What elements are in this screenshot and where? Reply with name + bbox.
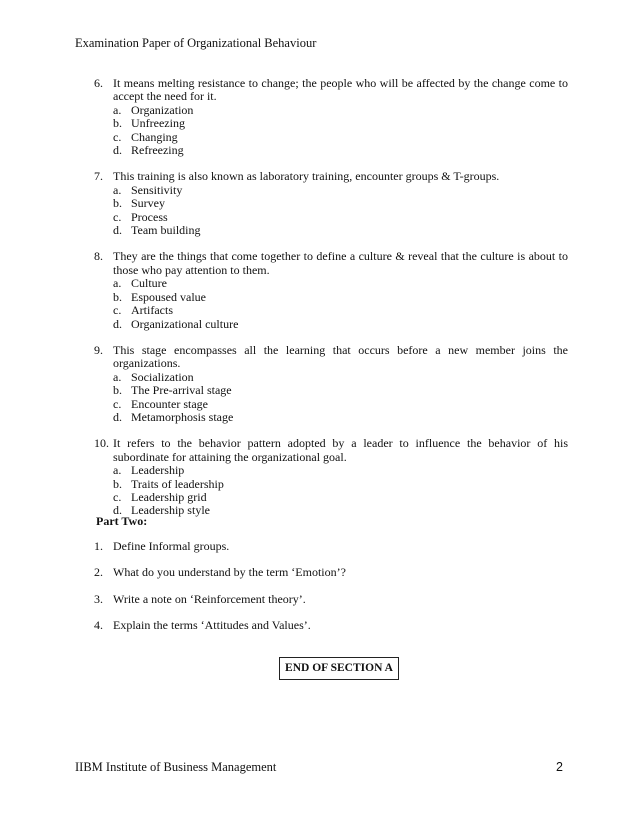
footer-page-number: 2 bbox=[556, 760, 563, 774]
option-text: Espoused value bbox=[131, 289, 206, 304]
question-6 bbox=[94, 77, 568, 157]
question-number: 6. bbox=[94, 76, 103, 90]
option-text: Organizational culture bbox=[131, 316, 239, 331]
option-text: Traits of leadership bbox=[131, 476, 224, 491]
option-text: Culture bbox=[131, 276, 167, 291]
option-text: Organization bbox=[131, 102, 194, 117]
question-text: This training is also known as laboratory training, encounter groups & T-groups. bbox=[113, 169, 500, 184]
option-letter: d. bbox=[113, 143, 122, 158]
option-text: Survey bbox=[131, 196, 165, 211]
option-text: Team building bbox=[131, 223, 201, 238]
question-9 bbox=[94, 344, 568, 424]
option-letter: b. bbox=[113, 289, 122, 304]
question-number: 10. bbox=[94, 436, 109, 451]
option-a bbox=[94, 104, 568, 117]
question-stem bbox=[94, 437, 568, 464]
option-list bbox=[94, 371, 568, 425]
option-d bbox=[94, 318, 568, 331]
option-letter: a. bbox=[113, 182, 122, 197]
option-list bbox=[94, 104, 568, 158]
option-letter: b. bbox=[113, 116, 122, 131]
option-c bbox=[94, 398, 568, 411]
option-d bbox=[94, 144, 568, 157]
option-d bbox=[94, 411, 568, 424]
question-8 bbox=[94, 250, 568, 330]
option-b bbox=[94, 291, 568, 304]
item-text: Write a note on ‘Reinforcement theory’. bbox=[113, 591, 306, 606]
option-letter: b. bbox=[113, 196, 122, 211]
item-number: 4. bbox=[94, 618, 103, 633]
option-c bbox=[94, 131, 568, 144]
option-text: Leadership grid bbox=[131, 489, 207, 504]
question-7 bbox=[94, 170, 568, 237]
option-b bbox=[94, 197, 568, 210]
question-number: 8. bbox=[94, 249, 103, 264]
option-list bbox=[94, 184, 568, 238]
option-letter: d. bbox=[113, 503, 122, 518]
option-letter: c. bbox=[113, 489, 122, 504]
option-letter: a. bbox=[113, 102, 122, 117]
option-b bbox=[94, 478, 568, 491]
option-letter: b. bbox=[113, 383, 122, 398]
option-letter: c. bbox=[113, 209, 122, 224]
part-two-item bbox=[94, 566, 346, 592]
option-text: Artifacts bbox=[131, 303, 173, 318]
end-of-section-box: END OF SECTION A bbox=[279, 657, 399, 680]
option-text: Sensitivity bbox=[131, 182, 183, 197]
option-c bbox=[94, 491, 568, 504]
option-text: Leadership bbox=[131, 463, 185, 478]
part-two-list bbox=[94, 540, 346, 646]
option-c bbox=[94, 304, 568, 317]
question-stem bbox=[94, 344, 568, 371]
option-letter: c. bbox=[113, 396, 122, 411]
option-text: Metamorphosis stage bbox=[131, 409, 234, 424]
option-letter: c. bbox=[113, 303, 122, 318]
question-number: 9. bbox=[94, 342, 103, 357]
option-b bbox=[94, 117, 568, 130]
item-number: 1. bbox=[94, 539, 103, 553]
question-text: This stage encompasses all the learning that occurs before a new member joins the organizations. bbox=[113, 342, 568, 371]
option-c bbox=[94, 211, 568, 224]
footer-institute: IIBM Institute of Business Management bbox=[75, 760, 277, 774]
question-stem bbox=[94, 77, 568, 104]
option-text: Socialization bbox=[131, 369, 194, 384]
option-text: Changing bbox=[131, 129, 178, 144]
option-d bbox=[94, 224, 568, 237]
option-letter: d. bbox=[113, 223, 122, 238]
option-list bbox=[94, 464, 568, 518]
item-text: Explain the terms ‘Attitudes and Values’. bbox=[113, 618, 311, 633]
option-a bbox=[94, 464, 568, 477]
option-letter: a. bbox=[113, 463, 122, 478]
question-text: It refers to the behavior pattern adopted by a leader to influence the behavior of his subordinate for attaining the organizational goal. bbox=[113, 436, 568, 464]
part-two-item bbox=[94, 540, 346, 566]
option-text: Leadership style bbox=[131, 503, 210, 518]
question-stem bbox=[94, 170, 568, 183]
item-text: What do you understand by the term ‘Emotion’? bbox=[113, 565, 346, 580]
option-letter: d. bbox=[113, 316, 122, 331]
option-text: Refreezing bbox=[131, 143, 184, 158]
question-number: 7. bbox=[94, 169, 103, 184]
option-text: Process bbox=[131, 209, 168, 224]
option-list bbox=[94, 277, 568, 331]
option-text: Encounter stage bbox=[131, 396, 208, 411]
option-d bbox=[94, 504, 568, 517]
option-letter: a. bbox=[113, 369, 122, 384]
part-two-heading: Part Two: bbox=[96, 514, 148, 528]
option-letter: a. bbox=[113, 276, 122, 291]
question-text: It means melting resistance to change; the people who will be affected by the change come to accept the need for it. bbox=[113, 76, 568, 104]
option-a bbox=[94, 371, 568, 384]
part-two-item bbox=[94, 593, 346, 619]
option-a bbox=[94, 277, 568, 290]
option-a bbox=[94, 184, 568, 197]
question-text: They are the things that come together to define a culture & reveal that the culture is about to those who pay attention to them. bbox=[113, 249, 568, 277]
part-two-item bbox=[94, 619, 346, 645]
option-letter: c. bbox=[113, 129, 122, 144]
option-text: The Pre-arrival stage bbox=[131, 383, 232, 398]
question-10 bbox=[94, 437, 568, 517]
item-number: 2. bbox=[94, 565, 103, 580]
page-header-title: Examination Paper of Organizational Behaviour bbox=[75, 36, 317, 50]
question-stem bbox=[94, 250, 568, 277]
option-letter: b. bbox=[113, 476, 122, 491]
option-letter: d. bbox=[113, 409, 122, 424]
option-text: Unfreezing bbox=[131, 116, 185, 131]
item-text: Define Informal groups. bbox=[113, 539, 230, 553]
question-list bbox=[94, 77, 568, 531]
item-number: 3. bbox=[94, 591, 103, 606]
option-b bbox=[94, 384, 568, 397]
